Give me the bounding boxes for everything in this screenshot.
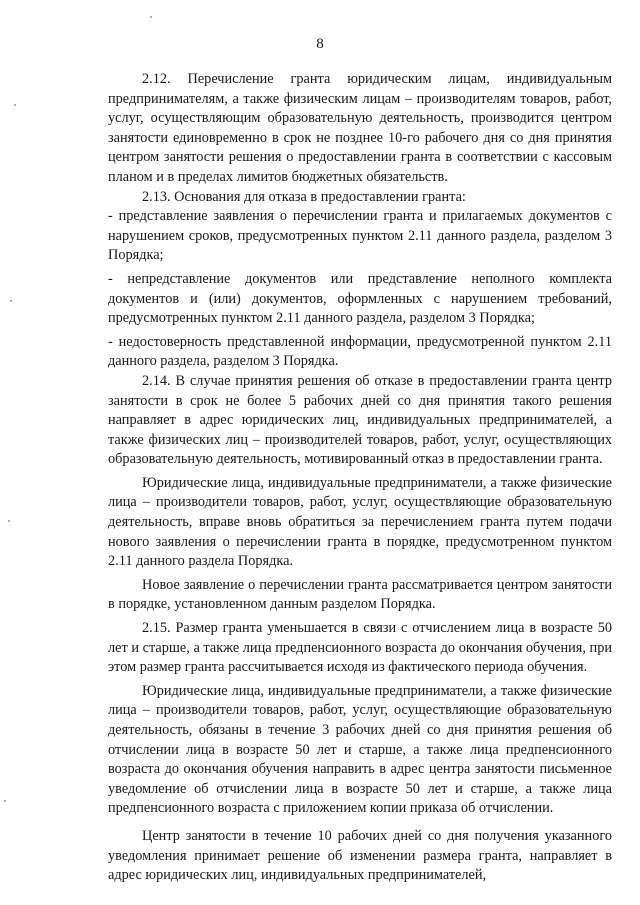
paragraph-2-14-reapply: Юридические лица, индивидуальные предприниматели, а также физические лица – производители товаров, работ, услуг, осуществляющие образовательную деятельность, вправе вновь обратиться за перечислением гранта путем подачи нового заявления о перечислении гранта в порядке, предусмотренном пунктом 2.11 данного раздела Порядка. [108,474,612,570]
scan-artifact [150,16,152,18]
paragraph-2-15-notification: Юридические лица, индивидуальные предприниматели, а также физические лица – производители товаров, работ, услуг, осуществляющие образовательную деятельность, обязаны в течение 3 рабочих дней со дня принятия решения об отчислении лица в возрасте 50 лет и старше, а также лица предпенсионного возраста до окончания обучения направить в адрес центра занятости письменное уведомление об отчислении лица в возрасте 50 лет и старше, а также лица предпенсионного возраста с приложением копии приказа об отчислении. [108,682,612,817]
paragraph-2-14: 2.14. В случае принятия решения об отказе в предоставлении гранта центр занятости в срок не более 5 рабочих дней со дня принятия такого решения направляет в адрес юридических лиц, индивидуальных предпринимателей, а также физических лиц – производителей товаров, работ, услуг, осуществляющих образовательную деятельность, мотивированный отказ в предоставлении гранта. [108,372,612,468]
scan-artifact [10,300,12,302]
paragraph-2-14-new-application: Новое заявление о перечислении гранта рассматривается центром занятости в порядке, установленном данным разделом Порядка. [108,576,612,613]
list-item-unreliable-information: - недостоверность представленной информации, предусмотренной пунктом 2.11 данного раздела, разделом 3 Порядка. [108,333,612,370]
scan-artifact [8,520,10,522]
document-body [108,70,612,886]
paragraph-2-15-decision: Центр занятости в течение 10 рабочих дней со дня получения указанного уведомления принимает решение об изменении размера гранта, направляет в адрес юридических лиц, индивидуальных предпринимателей, [108,827,612,884]
scan-artifact [14,104,16,106]
paragraph-2-12: 2.12. Перечисление гранта юридическим лицам, индивидуальным предпринимателям, а также физическим лицам – производителям товаров, работ, услуг, осуществляющим образовательную деятельность, производится центром занятости единовременно в срок не позднее 10-го рабочего дня со дня принятия центром занятости решения о предоставлении гранта в соответствии с кассовым планом и в пределах лимитов бюджетных обязательств. [108,71,612,185]
paragraph-2-15: 2.15. Размер гранта уменьшается в связи с отчислением лица в возрасте 50 лет и старше, а также лица предпенсионного возраста до окончания обучения, при этом размер гранта рассчитывается исходя из фактического периода обучения. [108,620,612,676]
paragraph-2-13: 2.13. Основания для отказа в предоставлении гранта: [142,188,466,205]
list-item-deadline-violation: - представление заявления о перечислении гранта и прилагаемых документов с нарушением сроков, предусмотренных пунктом 2.11 данного раздела, разделом 3 Порядка; [108,208,612,264]
page-number: 8 [316,36,324,52]
list-item-incomplete-documents: - непредставление документов или представление неполного комплекта документов и (или) документов, оформленных с нарушением требований, предусмотренных пунктом 2.11 данного раздела, разделом 3 Порядка; [108,270,612,327]
scan-artifact [4,800,6,802]
